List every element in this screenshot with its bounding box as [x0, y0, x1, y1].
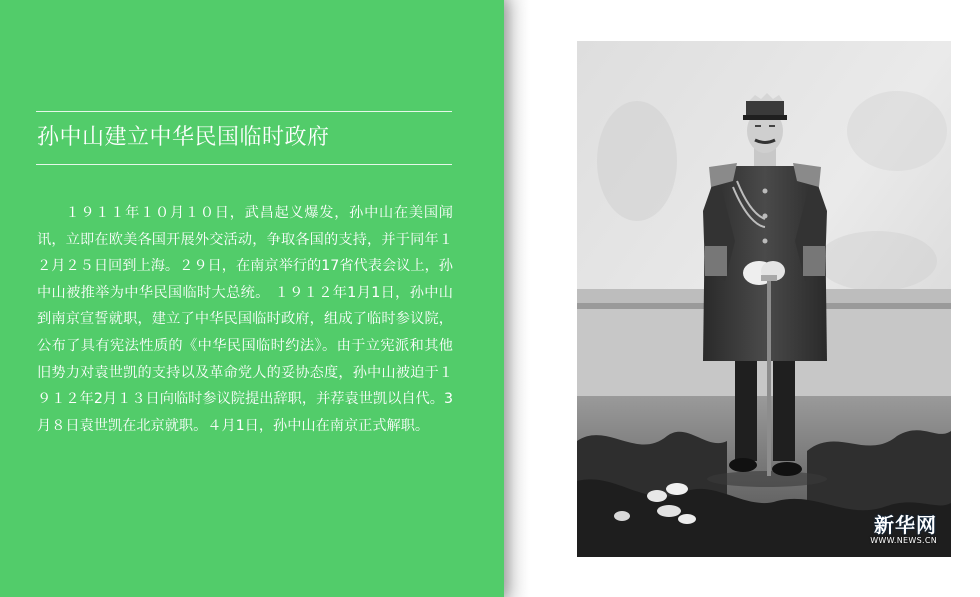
article-body: １９１１年１０月１０日，武昌起义爆发，孙中山在美国闻讯，立即在欧美各国开展外交活动，争取各国的支持，并于同年１２月２５日回到上海。２９日，在南京举行的17省代表会议上，孙中山被推举为中华民国临时大总统。 １９１２年1月1日，孙中山到南京宣誓就职，建立了中华民国临时政府，组成了临时参议院，公布了具有宪法性质的《中华民国临时约法》。由于立宪派和其他旧势力对袁世凯的支持以及革命党人的妥协态度，孙中山被迫于１９１２年2月１３日向临时参议院提出辞职，并荐袁世凯以自代。3月８日袁世凯在北京就职。４月1日，孙中山在南京正式解职。 [37, 205, 453, 434]
watermark-main-text: 新华网 [874, 513, 937, 537]
xinhua-watermark [870, 514, 937, 546]
historical-photo [577, 41, 951, 557]
article-title: 孙中山建立中华民国临时政府 [37, 125, 330, 150]
watermark-sub-text: WWW.NEWS.CN [870, 536, 937, 545]
portrait-photo-illustration [577, 41, 951, 557]
title-top-rule [36, 111, 452, 112]
title-bottom-rule [36, 164, 452, 165]
